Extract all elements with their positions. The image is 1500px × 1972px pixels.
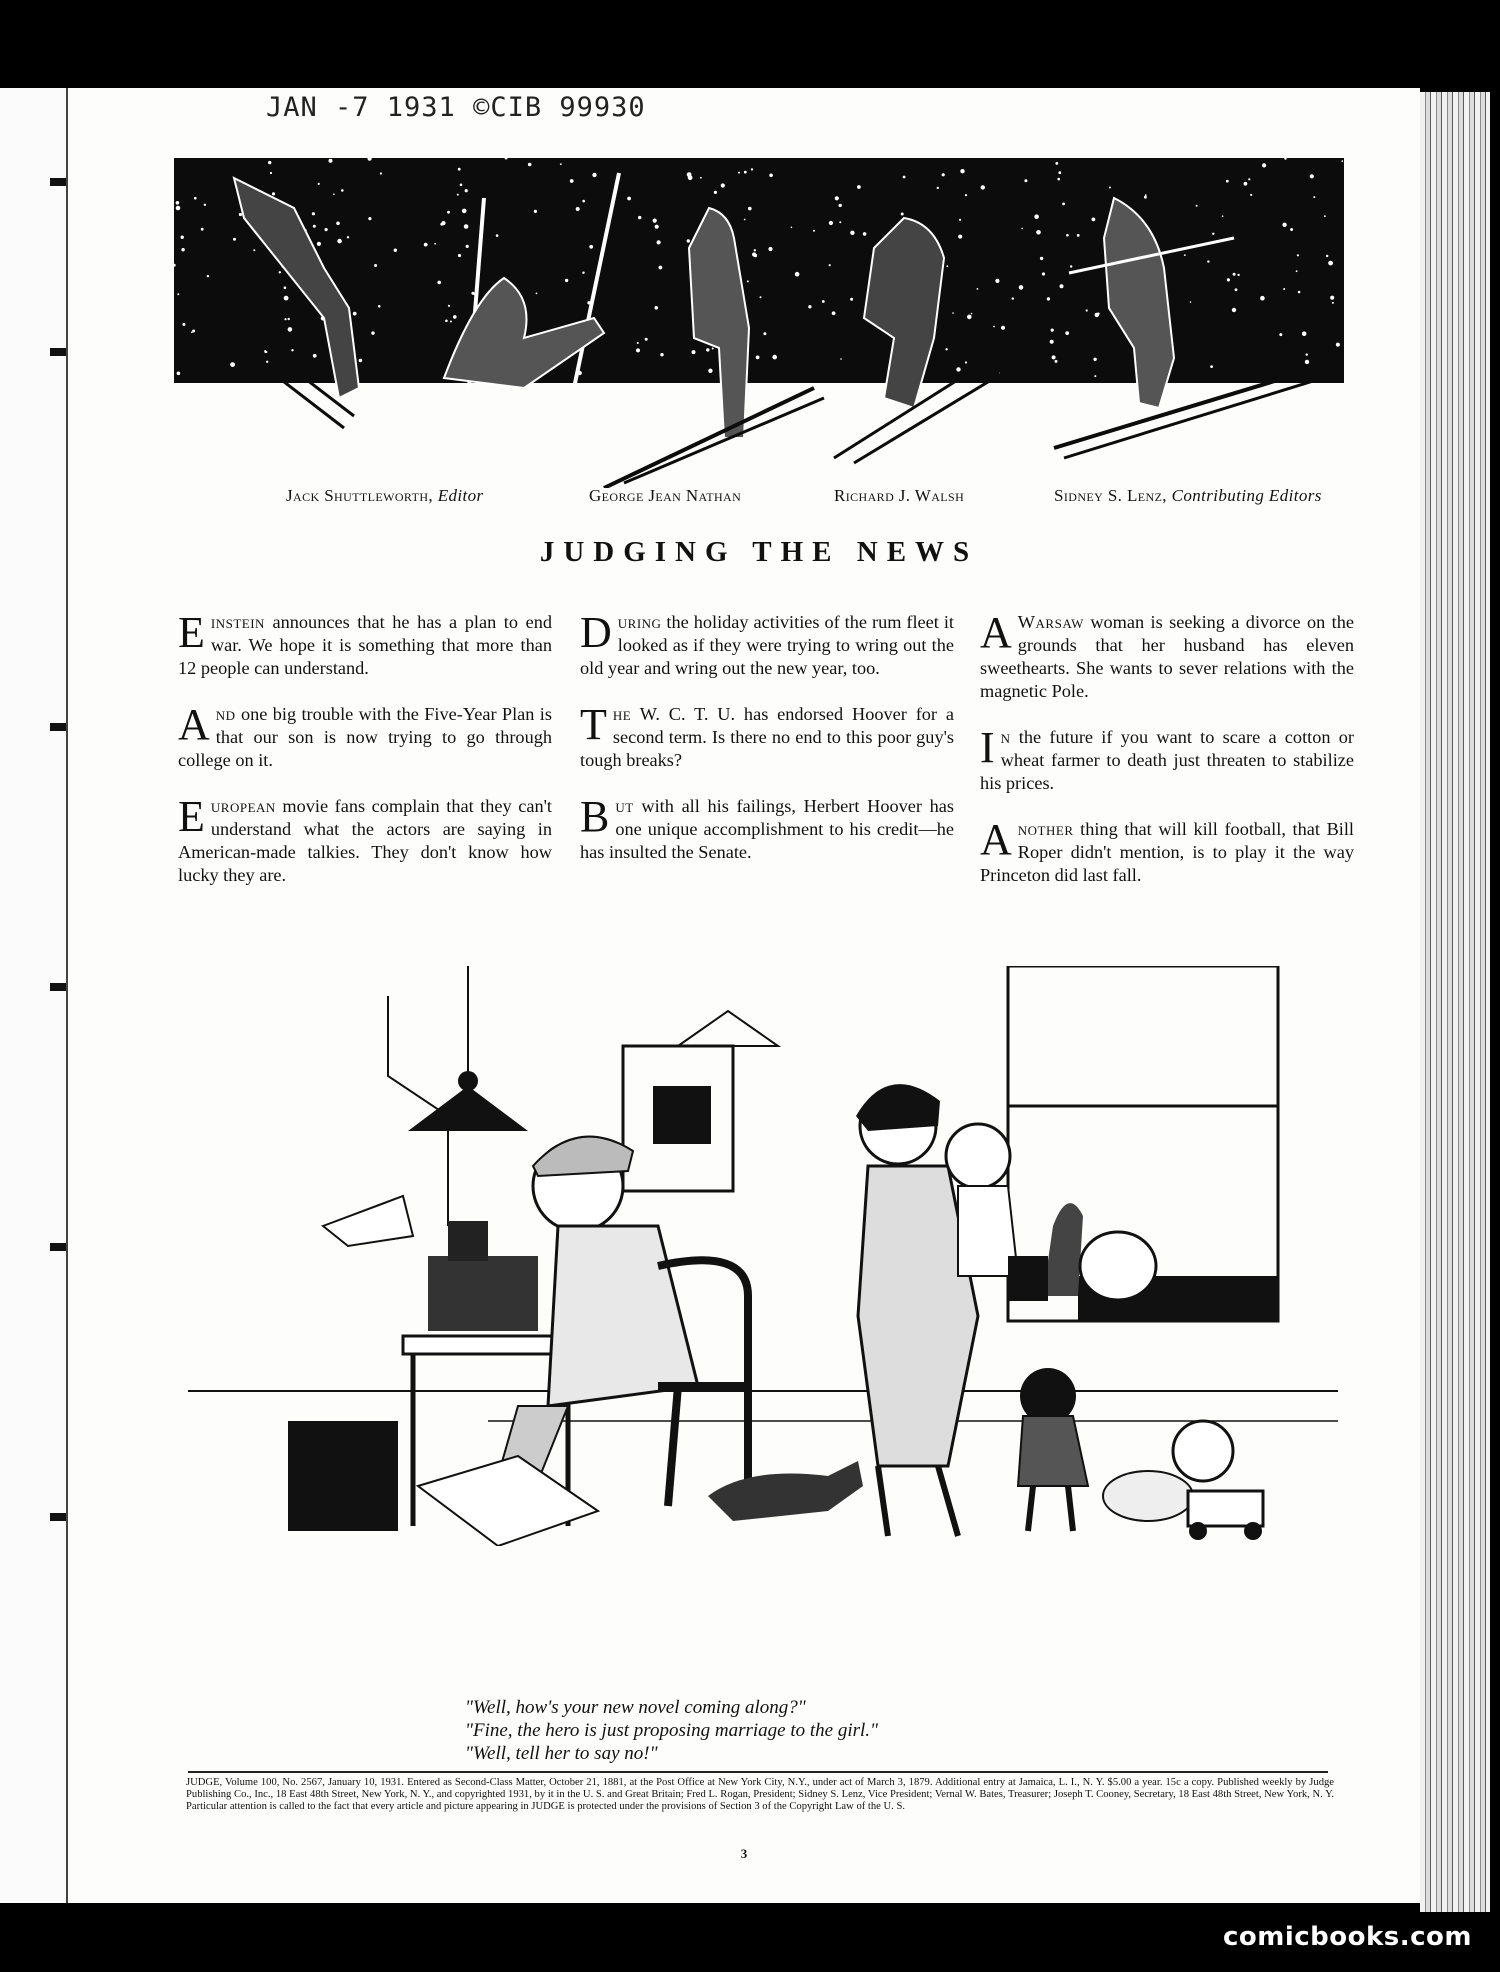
snow-star <box>945 348 947 350</box>
snow-star <box>956 367 960 371</box>
snow-star <box>1077 234 1080 237</box>
snow-star <box>536 293 538 295</box>
snow-star <box>534 210 537 213</box>
snow-star <box>288 327 293 332</box>
cartoon-caption <box>465 1696 878 1765</box>
snow-star <box>977 288 979 290</box>
snow-star <box>960 169 964 173</box>
snow-star <box>958 235 962 239</box>
snow-star <box>1066 234 1069 237</box>
snow-star <box>655 306 659 310</box>
snow-star <box>582 200 585 203</box>
snow-star <box>1034 214 1039 219</box>
snow-star <box>850 231 854 235</box>
snow-star <box>637 342 639 344</box>
page-number: 3 <box>740 1846 748 1861</box>
snow-star <box>1055 360 1058 363</box>
contributor-credit: Richard J. Walsh <box>834 486 965 505</box>
snow-star <box>1226 180 1229 183</box>
binding-stitch <box>50 1513 66 1521</box>
snow-star <box>971 313 973 315</box>
snow-star <box>1324 215 1326 217</box>
snow-star <box>1052 355 1056 359</box>
masthead-credits <box>174 486 1344 516</box>
snow-star <box>1290 228 1293 231</box>
footer-rule <box>188 1771 1328 1773</box>
snow-star <box>176 201 180 205</box>
snow-star <box>1237 274 1239 276</box>
snow-star <box>458 168 461 171</box>
snow-star <box>768 247 772 251</box>
snow-star <box>1055 162 1058 165</box>
snow-star <box>1019 285 1024 290</box>
snow-star <box>462 209 467 214</box>
snow-star <box>284 296 289 301</box>
snow-star <box>329 159 333 163</box>
snow-star <box>687 172 692 177</box>
caption-line: "Fine, the hero is just proposing marriage to the girl." <box>465 1720 879 1741</box>
snow-star <box>378 305 381 308</box>
caption-line: "Well, tell her to say no!" <box>465 1743 658 1764</box>
snow-star <box>863 232 867 236</box>
snow-star <box>284 318 286 320</box>
snow-star <box>1092 218 1096 222</box>
snow-star <box>692 350 696 354</box>
binding-stitch <box>50 983 66 991</box>
news-column <box>580 608 954 887</box>
snow-star <box>1330 296 1334 300</box>
snow-star <box>576 207 580 211</box>
snow-star <box>1222 215 1224 217</box>
snow-star <box>1086 309 1088 311</box>
snow-star <box>1093 358 1096 361</box>
snow-star <box>177 372 181 376</box>
snow-star <box>239 213 242 216</box>
section-title: JUDGING THE NEWS <box>539 536 979 568</box>
snow-star <box>965 194 967 196</box>
snow-star <box>201 228 204 231</box>
snow-star <box>748 207 752 211</box>
left-page-edge <box>0 88 68 1903</box>
snow-star <box>582 272 584 274</box>
snow-star <box>657 240 661 244</box>
snow-star <box>1060 284 1064 288</box>
snow-star <box>1250 194 1252 196</box>
news-item: But with all his failings, Herbert Hoover has one unique accomplishment to his credit—he has insulted the Senate. <box>580 792 954 862</box>
snow-star <box>204 204 206 206</box>
snow-star <box>1070 265 1072 267</box>
snow-star <box>822 300 825 303</box>
snow-star <box>1227 278 1230 281</box>
snow-star <box>1184 254 1186 256</box>
snow-star <box>466 245 469 248</box>
snow-star <box>1021 228 1023 230</box>
snow-star <box>1279 333 1282 336</box>
snow-star <box>660 353 663 356</box>
snow-star <box>1302 331 1307 336</box>
snow-star <box>937 187 939 189</box>
snow-star <box>763 332 766 335</box>
binding-stitch <box>50 348 66 356</box>
publication-imprint: JUDGE, Volume 100, No. 2567, January 10, 1931. Entered as Second-Class Matter, October 21, 1881, at the Post Office at New York City, N.Y., under act of March 3, 1879. Additional entry at Jamaica, L. I., N. Y. $5.00 a year. 15c a copy. Published weekly by Judge Publishing Co., Inc., 18 East 48th Street, New York, N. Y., and copyrighted 1931, by it in the U. S. and Great Britain; Fred L. Rogan, President; Sidney S. Lenz, Vice President; Vernal W. Bates, Treasurer; Joseph T. Cooney, Secretary, 18 East 48th Street, New York, N. Y. Particular attention is called to the fact that every article and picture appearing in JUDGE is protected under the provisions of Section 3 of the Copyright Law of the U. S. <box>186 1777 1334 1812</box>
snow-star <box>1051 329 1054 332</box>
snow-star <box>839 221 841 223</box>
snow-star <box>176 206 181 211</box>
snow-star <box>901 213 904 216</box>
news-item: The W. C. T. U. has endorsed Hoover for a second term. Is there no end to this poor guy's tough breaks? <box>580 700 954 770</box>
snow-star <box>1233 273 1236 276</box>
snow-star <box>1244 182 1248 186</box>
snow-star <box>1305 360 1309 364</box>
snow-star <box>1058 171 1061 174</box>
snow-star <box>177 293 179 295</box>
snow-star <box>1012 297 1014 299</box>
snow-star <box>952 312 954 314</box>
news-column <box>980 608 1354 910</box>
snow-star <box>333 193 335 195</box>
snow-star <box>751 168 753 170</box>
snow-star <box>445 320 448 323</box>
snow-star <box>313 225 316 228</box>
snow-star <box>808 305 811 308</box>
snow-star <box>1342 160 1344 162</box>
snow-star <box>795 272 800 277</box>
snow-star <box>1282 223 1286 227</box>
snow-star <box>496 234 499 237</box>
snow-star <box>638 216 641 219</box>
snow-star <box>368 217 371 220</box>
news-item: Einstein announces that he has a plan to end war. We hope it is something that more than 12 people can understand. <box>178 608 552 678</box>
snow-star <box>1283 288 1285 290</box>
snow-star <box>353 312 357 316</box>
snow-star <box>181 236 184 239</box>
snow-star <box>1047 297 1050 300</box>
snow-star <box>993 326 995 328</box>
snow-star <box>738 172 740 174</box>
snow-star <box>233 238 236 241</box>
snow-star <box>448 305 450 307</box>
snow-star <box>744 171 747 174</box>
news-item: In the future if you want to scare a cotton or wheat farmer to death just threaten to stabilize his prices. <box>980 723 1354 793</box>
snow-star <box>981 185 985 189</box>
news-item: A Warsaw woman is seeking a divorce on the grounds that her husband has eleven sweethearts. She wants to sever relations with the magnetic Pole. <box>980 608 1354 701</box>
snow-star <box>371 331 374 334</box>
snow-star <box>394 249 397 252</box>
snow-star <box>312 212 315 215</box>
snow-star <box>655 225 659 229</box>
snow-star <box>1298 291 1301 294</box>
snow-star <box>268 161 271 164</box>
snow-star <box>942 173 945 176</box>
snow-star <box>747 280 749 282</box>
snow-star <box>464 224 469 229</box>
snow-star <box>1036 230 1041 235</box>
snow-star <box>359 359 363 363</box>
snow-star <box>687 239 690 242</box>
snow-star <box>1326 255 1328 257</box>
snow-star <box>592 173 596 177</box>
copyright-stamp: JAN -7 1931 ©CIB 99930 <box>266 92 646 123</box>
snow-star <box>1196 205 1198 207</box>
snow-star <box>1109 187 1111 189</box>
snow-star <box>447 211 450 214</box>
binding-stitch <box>50 723 66 731</box>
snow-star <box>288 318 290 320</box>
snow-star <box>1212 233 1214 235</box>
news-column <box>178 608 552 910</box>
news-item: European movie fans complain that they can't understand what the actors are saying in American-made talkies. They don't know how lucky they are. <box>178 792 552 885</box>
snow-star <box>829 264 831 266</box>
contributor-credit: George Jean Nathan <box>589 486 742 505</box>
snow-star <box>318 183 320 185</box>
snow-star <box>1062 203 1065 206</box>
snow-star <box>832 311 836 315</box>
binding-stitch <box>50 1243 66 1251</box>
snow-star <box>959 219 961 221</box>
snow-star <box>380 172 382 174</box>
snow-star <box>1050 340 1054 344</box>
snow-star <box>528 163 532 167</box>
snow-star <box>965 361 967 363</box>
snow-star <box>458 254 461 257</box>
snow-star <box>374 264 377 267</box>
snow-star <box>653 219 657 223</box>
snow-star <box>1297 254 1299 256</box>
snow-star <box>708 369 712 373</box>
site-watermark: comicbooks.com <box>1222 1922 1472 1952</box>
snow-star <box>1095 313 1099 317</box>
news-item: During the holiday activities of the rum fleet it looked as if they were trying to wring out the old year and wring out the new year, too. <box>580 608 954 678</box>
snow-star <box>967 315 972 320</box>
snow-star <box>1235 288 1238 291</box>
snow-star <box>714 191 717 194</box>
snow-star <box>1332 302 1334 304</box>
snow-star <box>1313 196 1315 198</box>
snow-star <box>1306 353 1308 355</box>
page-stack-edge <box>1420 92 1490 1912</box>
news-item: Another thing that will kill football, that Bill Roper didn't mention, is to play it the way Princeton did last fall. <box>980 815 1354 885</box>
snow-star <box>721 183 725 187</box>
snow-star <box>636 348 640 352</box>
snow-star <box>560 163 562 165</box>
snow-star <box>424 243 428 247</box>
snow-star <box>1248 178 1250 180</box>
snow-star <box>1040 257 1043 260</box>
snow-star <box>279 271 281 273</box>
snow-star <box>772 355 777 360</box>
snow-star <box>440 223 443 226</box>
snow-star <box>1207 260 1209 262</box>
binding-stitch <box>50 178 66 186</box>
snow-star <box>1144 196 1147 199</box>
snow-star <box>434 243 436 245</box>
snow-star <box>589 245 593 249</box>
snow-star <box>645 338 648 341</box>
snow-star <box>570 179 574 183</box>
snow-star <box>1336 343 1340 347</box>
snow-star <box>336 222 340 226</box>
snow-star <box>754 254 757 257</box>
snow-star <box>317 242 321 246</box>
snow-star <box>272 192 275 195</box>
snow-star <box>1296 270 1298 272</box>
snow-star <box>460 184 463 187</box>
snow-star <box>194 197 197 200</box>
snow-star <box>266 361 268 363</box>
snow-star <box>1001 326 1005 330</box>
snow-star <box>840 358 842 360</box>
snow-star <box>341 189 344 192</box>
snow-star <box>465 189 468 192</box>
snow-star <box>337 239 342 244</box>
snow-star <box>181 248 184 251</box>
snow-star <box>754 249 756 251</box>
snow-star <box>903 176 906 179</box>
snow-star <box>700 177 702 179</box>
editor-credit: Jack Shuttleworth, Editor <box>286 486 484 505</box>
snow-star <box>1065 331 1069 335</box>
snow-star <box>230 362 235 367</box>
magazine-page <box>68 88 1420 1903</box>
snow-star <box>1232 308 1236 312</box>
snow-star <box>207 275 209 277</box>
snow-star <box>450 321 452 323</box>
snow-star <box>946 265 948 267</box>
snow-star <box>437 281 441 285</box>
snow-star <box>1262 163 1266 167</box>
family-cartoon-illustration <box>188 966 1338 1546</box>
snow-star <box>813 230 815 232</box>
snow-star <box>756 356 760 360</box>
snow-star <box>270 172 272 174</box>
snow-star <box>1042 272 1045 275</box>
snow-star <box>453 315 457 319</box>
snow-star <box>1057 178 1060 181</box>
snow-star <box>712 348 714 350</box>
snow-star <box>706 348 709 351</box>
snow-star <box>627 197 631 201</box>
snow-star <box>253 249 255 251</box>
news-item: And one big trouble with the Five-Year Plan is that our son is now trying to go through college on it. <box>178 700 552 770</box>
snow-star <box>1024 179 1027 182</box>
snow-star <box>284 286 287 289</box>
snow-star <box>829 221 833 225</box>
contributor-credit: Sidney S. Lenz, Contributing Editors <box>1054 486 1322 505</box>
snow-star <box>291 349 293 351</box>
snow-star <box>744 219 746 221</box>
snow-star <box>182 323 185 326</box>
snow-star <box>995 279 999 283</box>
snow-star <box>791 227 793 229</box>
snow-star <box>1094 375 1096 377</box>
snow-star <box>191 331 193 333</box>
snow-star <box>1190 301 1192 303</box>
snow-star <box>1260 296 1265 301</box>
snow-star <box>850 298 853 301</box>
snow-star <box>1210 365 1213 368</box>
snow-star <box>839 204 842 207</box>
skiing-banner-illustration <box>174 158 1344 488</box>
snow-star <box>457 194 459 196</box>
caption-line: "Well, how's your new novel coming along?" <box>465 1697 806 1718</box>
snow-star <box>1310 174 1314 178</box>
snow-star <box>769 174 773 178</box>
snow-star <box>1145 194 1147 196</box>
snow-star <box>835 196 839 200</box>
snow-star <box>325 228 328 231</box>
snow-star <box>857 185 861 189</box>
snow-star <box>347 236 349 238</box>
snow-star <box>565 279 568 282</box>
snow-star <box>1328 261 1333 266</box>
snow-star <box>313 354 317 358</box>
snow-star <box>760 296 762 298</box>
snow-star <box>659 266 663 270</box>
